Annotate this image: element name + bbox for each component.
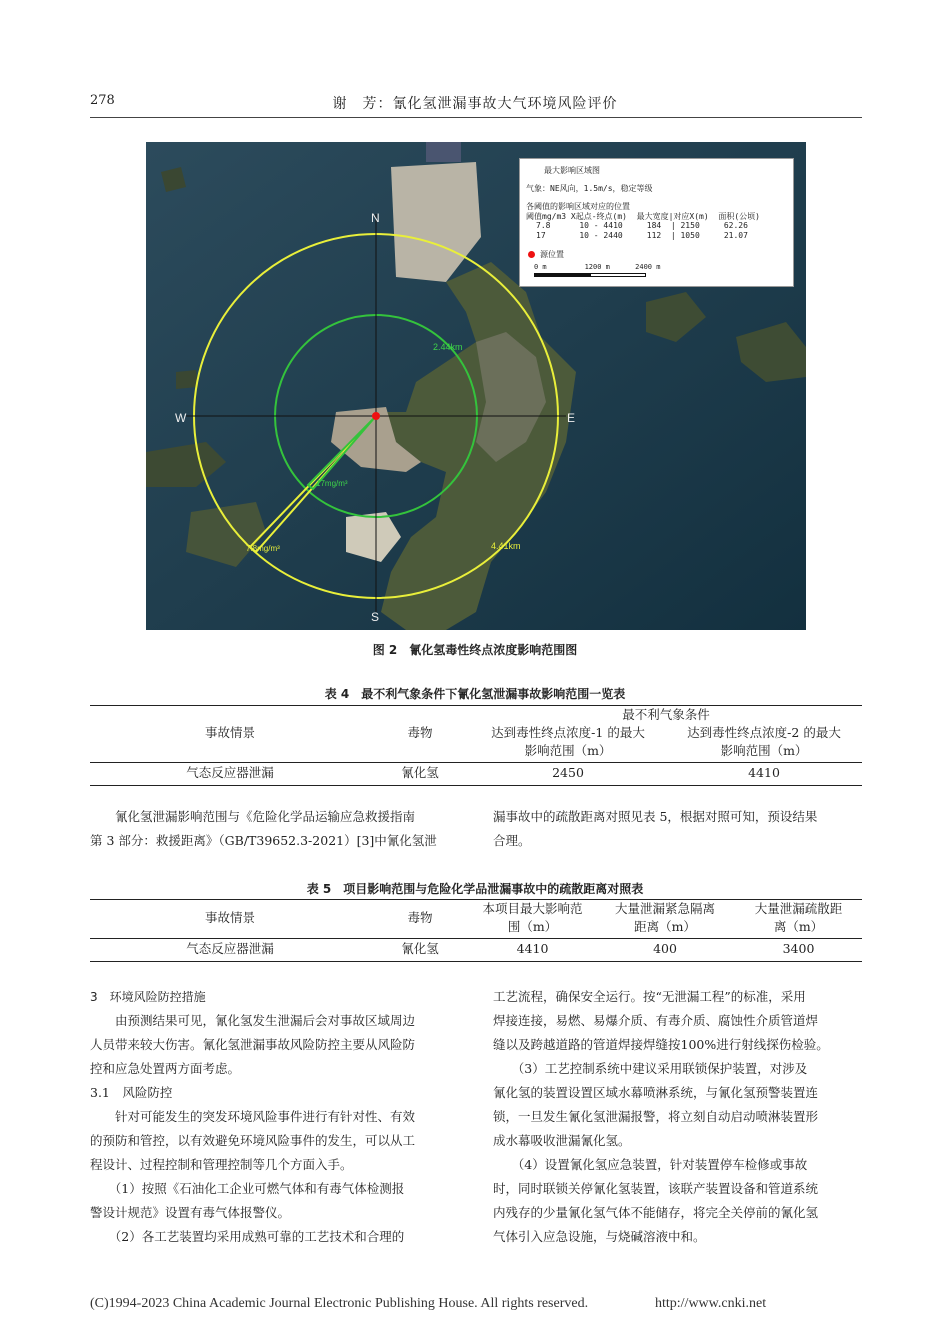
c17-label: 17mg/m³ [316,479,348,488]
section-3-heading: 3 环境风险防控措施 [90,990,206,1004]
table5-bottom-rule [90,961,862,962]
legend-weather: 气象：NE风向，1.5m/s，稳定等级 [526,184,653,193]
scale-bar-white [590,273,646,277]
legend-row-2: 17 10 - 2440 112 | 1050 21.07 [536,231,748,240]
t5-col-c-line1: 大量泄漏疏散距 [754,901,843,916]
t4-col1-line1: 达到毒性终点浓度-1 的最大 [491,725,645,740]
subsection-3-1-heading: 3.1 风险防控 [90,1085,173,1100]
legend-subtitle: 各阈值的影响区域对应的位置 [526,202,630,211]
source-marker [372,412,380,420]
right-line: 气体引入应急设施，与烧碱溶液中和。 [493,1229,706,1244]
islet-2 [176,370,198,389]
running-title: 谢 芳：氰化氢泄漏事故大气环境风险评价 [332,96,618,112]
left-line: （1）按照《石油化工企业可燃气体和有毒气体检测报 [90,1181,405,1196]
right-column-text [493,985,862,1249]
t4-col2-line2: 影响范围（m） [720,743,808,758]
t4-row-v2: 4410 [748,765,780,780]
para-right-line1: 漏事故中的疏散距离对照见表 5，根据对照可知，预设结果 [493,809,818,824]
inner-radius-label: 2.44km [433,342,463,352]
copyright-footer: (C)1994-2023 China Academic Journal Electronic Publishing House. All rights reserved. [90,1296,589,1311]
left-line: （2）各工艺装置均采用成熟可靠的工艺技术和合理的 [90,1229,405,1244]
t5-col-a-line1: 本项目最大影响范 [482,901,583,916]
t5-row-accident: 气态反应器泄漏 [186,941,274,956]
right-line: 成水幕吸收泄漏氰化氢。 [493,1133,631,1148]
header-rule [90,117,862,118]
impact-map-figure [146,142,806,630]
t5-row-c: 3400 [782,941,815,956]
left-line: 人员带来较大伤害。氰化氢泄漏事故风险防控主要从风险防 [90,1037,416,1052]
c78-label: 7.8mg/m³ [246,544,280,553]
right-line: 氰化氢的装置设置区域水幕喷淋系统，与氰化氢预警装置连 [493,1085,819,1100]
table5-mid-rule [90,938,862,939]
left-column-text [90,985,458,1249]
right-line: 时，同时联锁关停氰化氢装置，该联产装置设备和管道系统 [493,1181,819,1196]
t5-col-c-line2: 离（m） [773,919,824,934]
t4-col1-line2: 影响范围（m） [524,743,612,758]
right-line: （4）设置氰化氢应急装置，针对装置停车检修或事故 [493,1157,808,1172]
source-legend-icon [528,251,535,258]
t5-col-b-line1: 大量泄漏紧急隔离 [614,901,715,916]
right-line: 缝以及跨越道路的管道焊接焊缝按100%进行射线探伤检验。 [493,1037,829,1052]
compass-s: S [371,610,380,624]
scale-bar-black [534,273,590,277]
t4-col-substance: 毒物 [407,725,433,740]
compass-w: W [175,411,187,425]
t4-row-substance: 氰化氢 [401,765,439,780]
left-line: 警设计规范》设置有毒气体报警仪。 [90,1205,291,1220]
table4-bottom-rule [90,785,862,786]
left-line: 由预测结果可见，氰化氢发生泄漏后会对事故区域周边 [90,1013,416,1028]
left-line: 控和应急处置两方面考虑。 [90,1061,241,1076]
table4-mid-rule [90,762,862,763]
t4-col2-line1: 达到毒性终点浓度-2 的最大 [687,725,841,740]
para-right-line2: 合理。 [493,833,531,848]
t4-group-header: 最不利气象条件 [622,707,710,722]
t4-col-accident: 事故情景 [204,725,255,740]
right-line: 锁，一旦发生氰化氢泄漏报警，将立刻自动启动喷淋装置形 [493,1109,819,1124]
table5-caption: 表 5 项目影响范围与危险化学品泄漏事故中的疏散距离对照表 [306,882,644,896]
left-line: 针对可能发生的突发环境风险事件进行有针对性、有效 [90,1109,416,1124]
legend-header-row: 阈值mg/m3 X起点-终点(m) 最大宽度|对应X(m) 面积(公顷) [526,212,760,221]
left-line: 程设计、过程控制和管理控制等几个方面入手。 [90,1157,353,1172]
para-left-line2: 第 3 部分：救援距离》（GB/T39652.3-2021）[3]中氰化氢泄 [90,833,437,848]
t5-row-substance: 氰化氢 [401,941,439,956]
para-left-1 [90,805,458,853]
t5-col-a-line2: 围（m） [507,919,558,934]
right-line: 工艺流程，确保安全运行。按“无泄漏工程”的标准，采用 [493,989,806,1004]
para-left-line1: 氰化氢泄漏影响范围与《危险化学品运输应急救援指南 [115,809,416,824]
legend-source: 源位置 [540,250,564,259]
figure-caption: 图 2 氰化氢毒性终点浓度影响范围图 [372,643,578,657]
left-line: 的预防和管控，以有效避免环境风险事件的发生，可以从工 [90,1133,416,1148]
t4-row-v1: 2450 [552,765,584,780]
legend-title: 最大影响区域图 [544,166,600,175]
page-number: 278 [90,93,115,108]
table4-caption: 表 4 最不利气象条件下氰化氢泄漏事故影响范围一览表 [324,687,626,701]
outer-radius-label: 4.41km [491,541,521,551]
t5-row-b: 400 [653,941,677,956]
map-legend [519,158,794,287]
t4-row-accident: 气态反应器泄漏 [186,765,274,780]
legend-row-1: 7.8 10 - 4410 184 | 2150 62.26 [536,221,748,230]
industrial-pond [426,142,461,162]
compass-n: N [371,211,380,225]
t5-col-substance: 毒物 [407,910,433,925]
para-right-1 [493,805,862,853]
right-line: （3）工艺控制系统中建议采用联锁保护装置，对涉及 [493,1061,808,1076]
legend-scale-text: 0 m 1200 m 2400 m [534,263,661,271]
right-line: 焊接连接，易燃、易爆介质、有毒介质、腐蚀性介质管道焊 [493,1013,819,1028]
cnki-url[interactable]: http://www.cnki.net [655,1296,767,1311]
t5-row-a: 4410 [516,941,549,956]
right-line: 内残存的少量氰化氢气体不能储存，将完全关停前的氰化氢 [493,1205,819,1220]
t5-col-b-line2: 距离（m） [634,919,696,934]
compass-e: E [567,411,576,425]
t5-col-accident: 事故情景 [204,910,255,925]
